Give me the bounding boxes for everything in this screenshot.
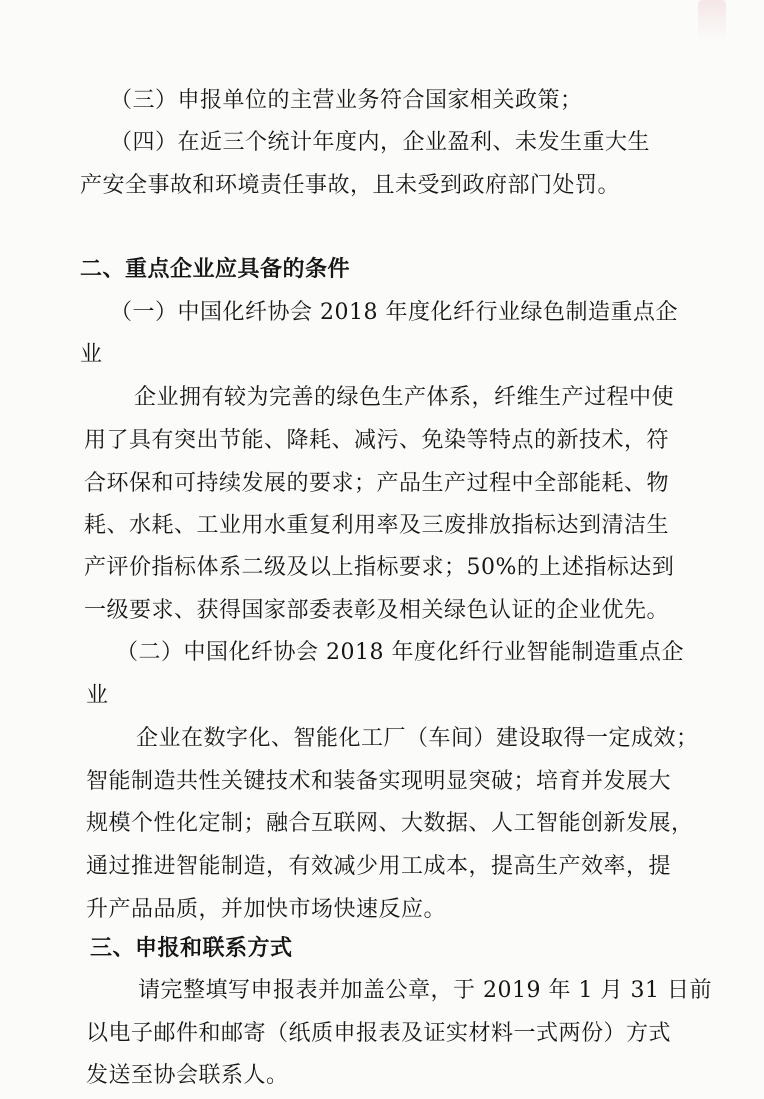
text-line-11: 产评价指标体系二级及以上指标要求；50%的上述指标达到 — [84, 555, 675, 580]
text-line-19: 升产品品质，并加快市场快速反应。 — [86, 897, 447, 922]
section-heading-2: 二、重点企业应具备的条件 — [80, 257, 351, 282]
text-line-7: 企业拥有较为完善的绿色生产体系，纤维生产过程中使 — [134, 385, 675, 410]
section-heading-3: 三、申报和联系方式 — [90, 936, 293, 961]
text-line-22: 以电子邮件和邮寄（纸质申报表及证实材料一式两份）方式 — [86, 1021, 672, 1046]
text-line-6: 业 — [80, 342, 103, 367]
scan-mark — [698, 0, 726, 40]
text-line-18: 通过推进智能制造，有效减少用工成本，提高生产效率，提 — [86, 854, 672, 879]
text-line-8: 用了具有突出节能、降耗、减污、免染等特点的新技术，符 — [84, 428, 670, 453]
text-line-16: 智能制造共性关键技术和装备实现明显突破；培育并发展大 — [86, 769, 672, 794]
text-line-13: （二）中国化纤协会 2018 年度化纤行业智能制造重点企 — [116, 640, 684, 665]
text-line-23: 发送至协会联系人。 — [86, 1063, 289, 1088]
text-line-21: 请完整填写申报表并加盖公章，于 2019 年 1 月 31 日前 — [138, 978, 712, 1003]
text-line-3: 产安全事故和环境责任事故，且未受到政府部门处罚。 — [80, 173, 621, 198]
text-line-9: 合环保和可持续发展的要求；产品生产过程中全部能耗、物 — [84, 471, 670, 496]
text-line-12: 一级要求、获得国家部委表彰及相关绿色认证的企业优先。 — [84, 598, 670, 623]
text-line-17: 规模个性化定制；融合互联网、大数据、人工智能创新发展， — [86, 811, 694, 836]
text-line-1: （三）申报单位的主营业务符合国家相关政策； — [110, 88, 583, 113]
text-line-15: 企业在数字化、智能化工厂（车间）建设取得一定成效； — [136, 726, 699, 751]
text-line-2: （四）在近三个统计年度内，企业盈利、未发生重大生 — [110, 130, 651, 155]
text-line-14: 业 — [86, 683, 109, 708]
text-line-10: 耗、水耗、工业用水重复利用率及三废排放指标达到清洁生 — [84, 513, 670, 538]
text-line-5: （一）中国化纤协会 2018 年度化纤行业绿色制造重点企 — [110, 300, 678, 325]
